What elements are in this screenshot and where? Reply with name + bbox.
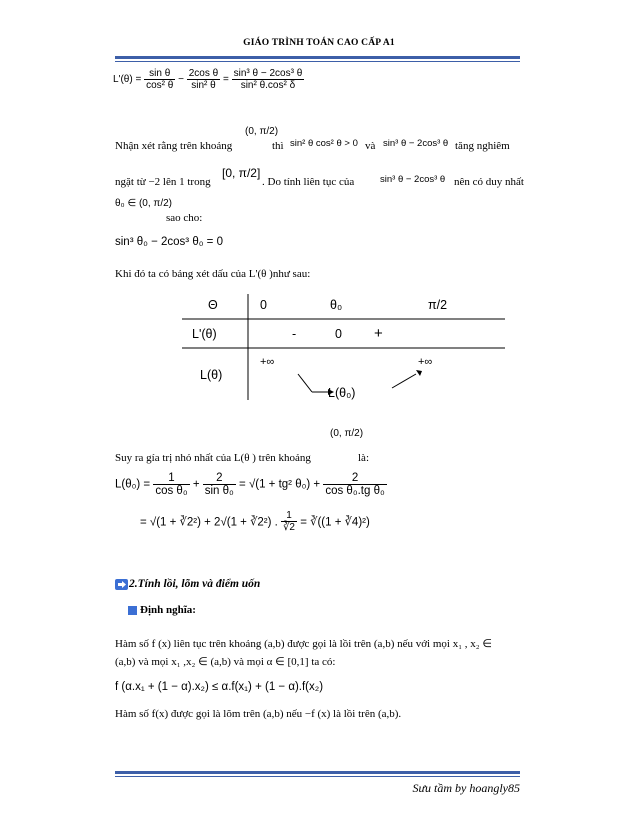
- para3-text-b: là:: [358, 452, 369, 464]
- table-sign-minus: -: [292, 327, 297, 341]
- interval-open-2: (0, π/2): [330, 428, 364, 439]
- para1-text-f: . Do tính liên tục của: [262, 176, 355, 188]
- table-head-pi-half: π/2: [428, 298, 448, 312]
- definition-heading: [128, 604, 196, 616]
- footer-rule-thick: [115, 771, 520, 774]
- footer-credit: Sưu tầm by hoangly85: [412, 781, 520, 795]
- sign-table: [180, 290, 510, 410]
- header-rule-thick: [115, 56, 520, 59]
- para1-text-h: sao cho:: [166, 212, 203, 224]
- equation-theta0: sin³ θ₀ − 2cos³ θ₀ = 0: [115, 236, 223, 248]
- expr-sin-cos: sin³ θ − 2cos³ θ: [383, 138, 449, 149]
- para1-text-c: và: [365, 140, 376, 152]
- table-head-theta: Θ: [208, 298, 218, 312]
- increasing-arrow-head: [416, 370, 422, 376]
- table-row-derivative-label: L'(θ): [192, 327, 217, 341]
- decreasing-arrow-line: [298, 374, 312, 392]
- increasing-arrow-line: [392, 374, 416, 388]
- section-convexity-title: 2.Tính lồi, lõm và điểm uốn: [129, 578, 261, 590]
- header-rule-thin: [115, 61, 520, 62]
- expr-sin-cos-2: sin³ θ − 2cos³ θ: [380, 174, 446, 185]
- result-line-1: L(θ₀) = $\frac{1}{\text{cos θ₀}}$ + $\frac{2}{\text{sin θ₀}}$ = √(1 + tg² θ₀) + $\frac{2}{\text{cos θ₀.tg θ₀}}$: [115, 472, 385, 497]
- table-head-theta0: θ₀: [330, 298, 343, 312]
- formula-derivative: L'(θ) = $\frac{\text{sin θ}}{\text{cos² θ}}$ − $\frac{\text{2cos θ}}{\text{sin² θ}}$ = $\frac{\text{sin³ θ − 2cos³ θ}}{\text{sin² θ.cos² δ}}$: [113, 68, 303, 91]
- table-row-function-label: L(θ): [200, 368, 223, 382]
- page-header-title: GIÁO TRÌNH TOÁN CAO CẤP A1: [243, 38, 395, 48]
- arrow-bullet-icon: [115, 579, 128, 590]
- table-right-limit: +∞: [418, 356, 433, 368]
- para3-text-a: Suy ra gía trị nhỏ nhất của L(θ ) trên khoảng: [115, 452, 311, 464]
- convexity-inequality: f (α.x₁ + (1 − α).x₂) ≤ α.f(x₁) + (1 − α).f(x₂): [115, 681, 324, 693]
- cond-positive: sin² θ cos² θ > 0: [290, 138, 358, 149]
- para1-text-b: thì: [272, 140, 284, 152]
- table-sign-plus: +: [374, 325, 383, 342]
- para1-text-e: ngặt từ −2 lên 1 trong: [115, 176, 211, 188]
- table-sign-zero: 0: [335, 327, 342, 341]
- table-left-limit: +∞: [260, 356, 275, 368]
- interval-closed: [0, π/2]: [222, 166, 261, 180]
- para1-text-g: nên có duy nhất: [454, 176, 524, 188]
- para1-text-d: tăng nghiêm: [455, 140, 510, 152]
- definition-title: Định nghĩa:: [140, 604, 196, 616]
- para5-concave-definition: Hàm số f(x) được gọi là lõm trên (a,b) nếu −f (x) là lồi trên (a,b).: [115, 708, 402, 720]
- para4-line-2: (a,b) và mọi x₁ ,x₂ ∈ (a,b) và mọi α ∈ [0,1] ta có:: [115, 656, 336, 668]
- table-min-value: L(θ₀): [328, 386, 356, 400]
- para2-sign-table-intro: Khi đó ta có bảng xét dấu của L'(θ )như sau:: [115, 268, 311, 280]
- para4-line-1: Hàm số f (x) liên tục trên khoảng (a,b) được gọi là lồi trên (a,b) nếu với mọi x₁ , x₂ ∈: [115, 638, 492, 650]
- interval-open-1: (0, π/2): [245, 126, 279, 137]
- theta0-membership: θ₀ ∈ (0, π/2): [115, 198, 172, 209]
- result-line-2: = √(1 + ∛2²) + 2√(1 + ∛2²) . $\frac{1}{∛2}$ = ∛((1 + ∛4)²): [140, 510, 370, 533]
- para1-text-a: Nhận xét rằng trên khoảng: [115, 140, 233, 152]
- table-head-zero: 0: [260, 298, 267, 312]
- section-convexity: [115, 578, 260, 590]
- footer-rule-thin: [115, 776, 520, 777]
- square-bullet-icon: [128, 606, 137, 615]
